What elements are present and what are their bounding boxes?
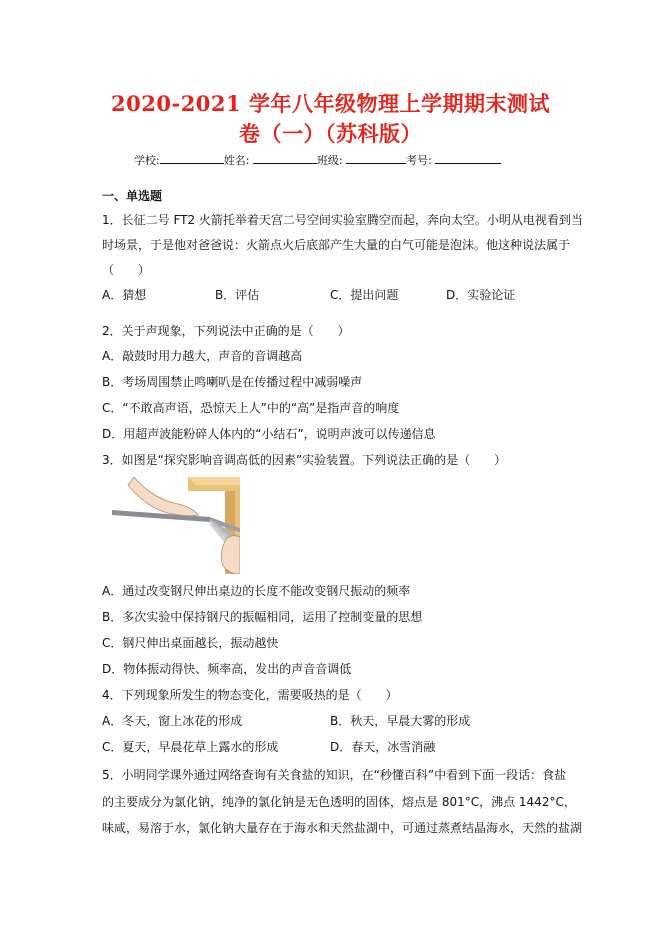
q4-option-a: A．冬天，窗上冰花的形成 [102,714,243,728]
class-blank[interactable] [346,152,406,164]
q5-stem-line1: 5．小明同学课外通过网络查询有关食盐的知识，在“秒懂百科”中看到下面一段话：食盐 [102,768,567,782]
q4-stem: 4．下列现象所发生的物态变化，需要吸热的是（ ） [102,688,398,702]
number-label: 考号: [406,154,432,167]
student-info-line [134,152,501,168]
q4-option-b: B．秋天，早晨大雾的形成 [330,714,471,728]
q3-stem: 3．如图是“探究影响音调高低的因素”实验装置。下列说法正确的是（ ） [102,453,507,467]
q1-option-c: C．提出问题 [330,288,399,302]
q5-stem-line2: 的主要成分为氯化钠，纯净的氯化钠是无色透明的固体，熔点是 801°C，沸点 1442°C， [102,795,576,809]
q1-stem-line2: 时场景，于是他对爸爸说：火箭点火后底部产生大量的白气可能是泡沫。他这种说法属于 [102,238,571,252]
q3-option-a: A．通过改变钢尺伸出桌边的长度不能改变钢尺振动的频率 [102,584,411,598]
exam-title-line1: 2020-2021 学年八年级物理上学期期末测试 [111,91,550,116]
q4-option-d: D．春天，冰雪消融 [330,740,436,754]
q2-option-b: B．考场周围禁止鸣喇叭是在传播过程中减弱噪声 [102,375,363,389]
q2-option-c: C．“不敢高声语，恐惊天上人”中的“高”是指声音的响度 [102,401,400,415]
school-label: 学校: [134,154,160,167]
q4-option-c: C．夏天，早晨花草上露水的形成 [102,740,279,754]
name-label: 姓名: [223,154,250,167]
class-label: 班级: [316,154,343,167]
q3-option-d: D．物体振动得快、频率高，发出的声音音调低 [102,662,352,676]
q3-option-b: B．多次实验中保持钢尺的振幅相同，运用了控制变量的思想 [102,610,423,624]
q1-option-d: D．实验论证 [446,288,516,302]
q1-stem-line1: 1．长征二号 FT2 火箭托举着天宫二号空间实验室腾空而起，奔向太空。小明从电视看到当 [102,213,583,227]
q2-option-d: D．用超声波能粉碎人体内的“小结石”，说明声波可以传递信息 [102,427,436,441]
q1-stem-line3: （ ） [102,263,151,277]
number-blank[interactable] [435,152,501,164]
q1-option-a: A．猜想 [102,288,147,302]
ruler-experiment-figure [102,477,240,574]
q3-option-c: C．钢尺伸出桌面越长，振动越快 [102,636,279,650]
q1-option-b: B．评估 [215,288,260,302]
q5-stem-line3: 味咸，易溶于水，氯化钠大量存在于海水和天然盐湖中，可通过蒸煮结晶海水，天然的盐湖 [102,821,583,835]
q2-stem: 2．关于声现象，下列说法中正确的是（ ） [102,324,350,338]
name-blank[interactable] [253,152,317,164]
exam-title-line2: 卷（一）（苏科版） [239,121,422,146]
school-blank[interactable] [160,152,224,164]
q2-option-a: A．敲鼓时用力越大，声音的音调越高 [102,349,303,363]
section-heading: 一、单选题 [102,189,163,203]
